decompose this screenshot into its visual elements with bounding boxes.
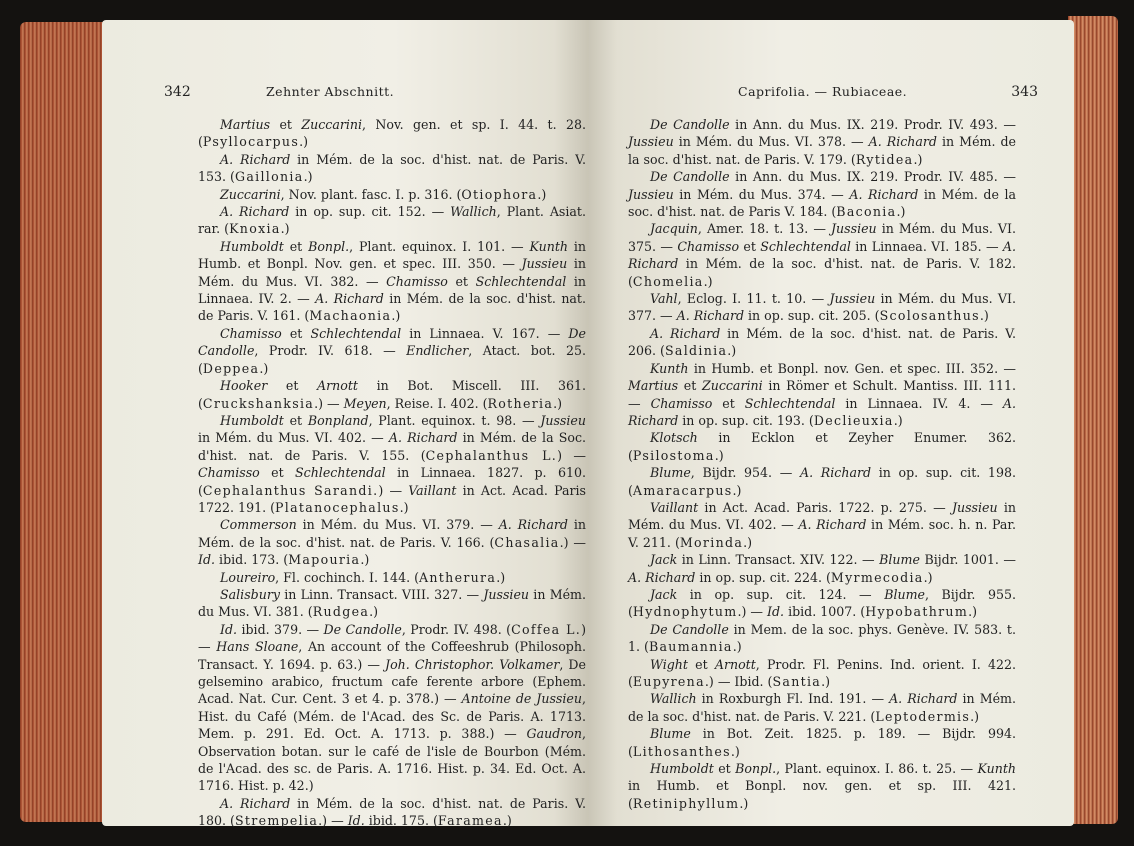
citation-text: .) xyxy=(727,343,737,359)
citation-text: Bijdr. 1001. — xyxy=(919,552,1016,568)
genus-name: Baconia xyxy=(836,204,897,220)
author-name: Kunth xyxy=(977,761,1016,777)
citation-text: in Linnaea. V. 167. — xyxy=(401,325,569,341)
citation-text: .) xyxy=(259,360,269,376)
citation-text: .) xyxy=(496,569,506,585)
author-name: Chamisso xyxy=(650,395,713,411)
citation-text: .) xyxy=(732,639,742,655)
citation-text: , Plant. equinox. t. 98. — xyxy=(368,412,541,428)
author-name: A. Richard xyxy=(498,517,568,533)
citation-text: in Mém. du Mus. VI. 402. — xyxy=(628,499,1016,533)
citation-text: , Prodr. IV. 498. ( xyxy=(401,621,512,637)
author-name: A. Richard xyxy=(849,186,919,202)
author-name: Bonpland xyxy=(307,412,369,428)
author-name: Wallich xyxy=(450,204,497,220)
citation-text: .) — xyxy=(314,395,344,411)
reference-entry xyxy=(198,203,586,238)
citation-text: in Mém. de la soc. d'hist. nat. de Paris. V. 179. ( xyxy=(628,134,1016,167)
citation-text: .) xyxy=(730,743,740,759)
genus-name: Otiophora xyxy=(461,186,538,202)
author-name: Arnott xyxy=(317,378,358,394)
author-name: Schlechtendal xyxy=(744,395,836,411)
reference-entry xyxy=(628,290,1016,325)
citation-text: , Prodr. IV. 618. — xyxy=(254,343,407,359)
citation-text: in Roxburgh Fl. Ind. 191. — xyxy=(696,691,890,707)
genus-name: Retiniphyllum xyxy=(632,795,740,811)
author-name: A. Richard xyxy=(628,569,696,585)
reference-entry xyxy=(628,551,1016,586)
reference-entry xyxy=(198,151,586,186)
genus-name: Leptodermis xyxy=(875,708,971,724)
author-name: Jussieu xyxy=(521,256,568,272)
author-name: Bonpl. xyxy=(308,238,350,254)
citation-text: ibid. 175. ( xyxy=(364,813,438,829)
citation-text: in Act. Acad. Paris. 1722. p. 275. — xyxy=(698,499,952,515)
genus-name: Strempelia xyxy=(234,813,319,829)
genus-name: Platanocephalus xyxy=(275,499,400,515)
reference-entry xyxy=(628,725,1016,760)
genus-name: Mapouria xyxy=(288,552,361,568)
left-page-text xyxy=(198,116,586,830)
citation-text: .) xyxy=(896,204,906,220)
citation-text: in Linnaea. 1827. p. 610. ( xyxy=(198,465,586,498)
reference-entry xyxy=(198,621,586,795)
reference-entry xyxy=(628,168,1016,220)
author-name: Blume xyxy=(879,552,920,568)
genus-name: Coffea L. xyxy=(511,621,582,637)
citation-text: in Mém. du Mus. VI. 402. — xyxy=(198,430,389,446)
citation-text: in Römer et Schult. Mantiss. III. 111. — xyxy=(628,378,1016,411)
reference-entry xyxy=(198,569,586,586)
citation-text: .) xyxy=(968,604,978,620)
citation-text: in op. sup. cit. 224. ( xyxy=(695,569,831,585)
right-page xyxy=(588,20,1074,826)
author-name: Chamisso xyxy=(677,238,740,254)
page-edges-left xyxy=(20,22,110,822)
citation-text: .) — xyxy=(559,534,586,550)
citation-text: .) xyxy=(360,552,370,568)
author-name: A. Richard xyxy=(315,291,384,307)
author-name: Jussieu xyxy=(628,186,674,202)
reference-entry xyxy=(628,586,1016,621)
author-name: A. Richard xyxy=(650,325,721,341)
author-name: Id. xyxy=(767,604,785,620)
citation-text: , Amer. 18. t. 13. — xyxy=(697,221,831,237)
citation-text: in Humb. et Bonpl. nov. gen. et sp. III. 421. ( xyxy=(628,778,1016,811)
author-name: De Candolle xyxy=(650,117,730,132)
genus-name: Declieuxia xyxy=(813,412,894,428)
author-name: A. Richard xyxy=(889,691,958,707)
page-edges-right xyxy=(1068,16,1118,824)
citation-text: , Bijdr. 955. ( xyxy=(628,586,1016,620)
citation-text: ibid. 1007. ( xyxy=(784,604,866,620)
genus-name: Psilostoma xyxy=(632,447,715,463)
reference-entry xyxy=(198,412,586,516)
citation-text: ) — xyxy=(198,621,586,655)
citation-text: ibid. 173. ( xyxy=(215,552,289,568)
reference-entry xyxy=(198,516,586,568)
author-name: Commerson xyxy=(220,517,297,533)
genus-name: Myrmecodia xyxy=(830,569,924,585)
author-name: Jussieu xyxy=(483,586,530,602)
running-head: Zehnter Abschnitt. xyxy=(266,84,395,99)
citation-text: et xyxy=(712,395,745,411)
author-name: A. Richard xyxy=(220,204,290,220)
citation-text: , Hist. du Café (Mém. de l'Acad. des Sc. de Paris. A. 1713. Mem. p. 291. Ed. Oct. A. 1713. p. 388.) — xyxy=(198,691,587,742)
citation-text: .) xyxy=(979,308,989,324)
citation-text: in Mém. du Mus. VI. 377. — xyxy=(628,291,1016,324)
author-name: Bonpl. xyxy=(735,761,777,777)
author-name: Gaudron xyxy=(526,726,582,742)
genus-name: Gaillonia xyxy=(234,169,304,185)
citation-text: et xyxy=(259,465,296,481)
citation-text: in Linn. Transact. XIV. 122. — xyxy=(677,552,880,568)
genus-name: Antherura xyxy=(419,569,497,585)
genus-name: Chasalia xyxy=(494,534,560,550)
author-name: Schlechtendal xyxy=(760,238,851,254)
open-book xyxy=(20,12,1118,836)
author-name: Hans Sloane xyxy=(216,639,299,655)
citation-text: in Mém. de la soc. d'hist. nat. de Paris. V. 166. ( xyxy=(198,517,586,550)
author-name: Jussieu xyxy=(540,412,586,428)
left-page-header xyxy=(164,84,566,106)
author-name: Vaillant xyxy=(408,482,457,498)
citation-text: , De gelsemino arabico, fructum cafe ferente arbore (Ephem. Acad. Nat. Cur. Cent. 3 et 4. p. 378.) — xyxy=(198,656,586,707)
citation-text: in Mém. du Mus. VI. 375. — xyxy=(628,221,1016,254)
reference-entry xyxy=(198,116,586,151)
citation-text: .) xyxy=(739,795,749,811)
author-name: A. Richard xyxy=(628,395,1016,428)
author-name: Chamisso xyxy=(198,465,260,481)
citation-text: in Humb. et Bonpl. nov. Gen. et spec. III. 352. — xyxy=(688,360,1016,376)
genus-name: Amaracarpus xyxy=(632,482,733,498)
author-name: Schlechtendal xyxy=(295,465,386,481)
genus-name: Santia xyxy=(772,674,822,689)
citation-text: in Mém. du Mus. 374. — xyxy=(673,186,850,202)
citation-text: in Mem. de la soc. phys. Genève. IV. 583. t. 1. ( xyxy=(628,621,1016,655)
author-name: Zuccarini xyxy=(301,117,363,132)
reference-entry xyxy=(628,325,1016,360)
running-head: Caprifolia. — Rubiaceae. xyxy=(738,84,908,99)
citation-text: ibid. 379. — xyxy=(237,621,324,637)
citation-text: .) xyxy=(369,604,379,620)
citation-text: .) xyxy=(743,534,753,550)
author-name: Meyen xyxy=(343,395,387,411)
citation-text: .) xyxy=(821,674,831,689)
page-number: 343 xyxy=(1011,84,1038,100)
genus-name: Lithosanthes xyxy=(632,743,731,759)
citation-text: , Bijdr. 954. — xyxy=(690,465,800,481)
author-name: Loureiro xyxy=(220,569,276,585)
genus-name: Faramea xyxy=(437,813,503,829)
genus-name: Rudgea xyxy=(312,604,370,620)
citation-text: .) xyxy=(502,813,512,829)
citation-text: et xyxy=(447,273,476,289)
author-name: Id. xyxy=(347,813,365,829)
citation-text: in Mém. de la soc. d'hist. nat. de Paris. V. 180. ( xyxy=(198,795,586,829)
citation-text: et xyxy=(687,656,715,672)
citation-text: .) xyxy=(913,151,923,167)
citation-text: in op. sup. cit. 193. ( xyxy=(678,412,814,428)
citation-text: .) xyxy=(970,708,980,724)
citation-text: .) xyxy=(703,273,713,289)
citation-text: in Linnaea. IV. 4. — xyxy=(835,395,1003,411)
author-name: Vahl xyxy=(650,291,678,307)
citation-text: in Humb. et Bonpl. Nov. gen. et spec. III. 350. — xyxy=(198,238,586,272)
reference-entry xyxy=(628,464,1016,499)
author-name: A. Richard xyxy=(628,238,1016,272)
genus-name: Psyllocarpus xyxy=(202,134,300,150)
citation-text: in Mém. de la soc. d'hist. nat. de Paris. V. 182. ( xyxy=(628,256,1016,289)
citation-text: .) xyxy=(923,569,933,585)
author-name: A. Richard xyxy=(388,430,458,446)
citation-text: in Mém. de la soc. d'hist. nat. de Paris. V. 206. ( xyxy=(628,325,1016,359)
genus-name: Machaonia xyxy=(309,308,392,324)
citation-text: , Nov. plant. fasc. I. p. 316. ( xyxy=(280,186,462,202)
author-name: A. Richard xyxy=(220,795,291,811)
reference-entry xyxy=(198,325,586,377)
reference-entry xyxy=(628,116,1016,168)
citation-text: et xyxy=(267,378,318,394)
citation-text: , Plant. Asiat. rar. ( xyxy=(198,204,586,237)
reference-entry xyxy=(198,238,586,325)
genus-name: Cephalanthus Sarandi. xyxy=(202,482,379,498)
reference-entry xyxy=(628,621,1016,656)
citation-text: in Mém. du Mus. VI. 382. — xyxy=(198,256,586,289)
author-name: A. Richard xyxy=(868,134,937,150)
genus-name: Rotheria xyxy=(487,395,554,411)
author-name: Jussieu xyxy=(830,221,877,237)
citation-text: .) xyxy=(280,221,290,237)
citation-text: , Observation botan. sur le café de l'isle de Bourbon (Mém. de l'Acad. des sc. de Paris. A. 1716. Hist. p. 34. Ed. Oct. A. 1716. Hist. p. 42.) xyxy=(198,726,586,794)
citation-text: et xyxy=(283,412,308,428)
author-name: Antoine de Jussieu xyxy=(461,691,582,707)
author-name: Jack xyxy=(650,586,678,602)
author-name: Endlicher xyxy=(406,343,469,359)
citation-text: et xyxy=(270,117,302,132)
author-name: Jussieu xyxy=(628,134,674,150)
author-name: Id. xyxy=(198,552,216,568)
author-name: Blume xyxy=(884,586,925,602)
right-page-text xyxy=(628,116,1016,812)
genus-name: Eupyrena xyxy=(632,674,705,689)
reference-entry xyxy=(198,795,586,830)
citation-text: , Plant. equinox. I. 101. — xyxy=(349,238,530,254)
citation-text: , Atact. bot. 25. ( xyxy=(198,343,586,376)
genus-name: Chomelia xyxy=(632,273,704,289)
author-name: Schlechtendal xyxy=(310,325,402,341)
citation-text: .) xyxy=(399,499,409,515)
citation-text: .) xyxy=(537,186,547,202)
citation-text: in Mém. de la soc. d'hist. nat. de Paris V. 184. ( xyxy=(628,186,1017,220)
author-name: A. Richard xyxy=(220,151,291,167)
author-name: Jussieu xyxy=(951,499,998,515)
author-name: De Candolle xyxy=(323,621,402,637)
reference-entry xyxy=(628,360,1016,430)
author-name: Blume xyxy=(650,726,691,742)
genus-name: Baumannia xyxy=(648,639,733,655)
citation-text: .) xyxy=(553,395,563,411)
author-name: A. Richard xyxy=(798,517,867,533)
genus-name: Cephalanthus L. xyxy=(425,447,558,463)
author-name: Hooker xyxy=(220,378,268,394)
author-name: A. Richard xyxy=(800,465,872,481)
citation-text: in op. sup. cit. 198. ( xyxy=(628,465,1016,498)
citation-text: in op. sup. cit. 152. — xyxy=(289,204,451,220)
citation-text: et xyxy=(713,761,736,777)
citation-text: in Bot. Zeit. 1825. p. 189. — Bijdr. 994. ( xyxy=(628,726,1016,759)
author-name: De Candolle xyxy=(198,325,586,359)
author-name: Humboldt xyxy=(650,761,714,777)
author-name: A. Richard xyxy=(676,308,745,324)
citation-text: in Ann. du Mus. IX. 219. Prodr. IV. 493. — xyxy=(729,117,1017,132)
genus-name: Scolosanthus xyxy=(879,308,980,324)
reference-entry xyxy=(198,186,586,203)
citation-text: , Eclog. I. 11. t. 10. — xyxy=(677,291,830,307)
citation-text: et xyxy=(281,325,311,341)
author-name: Wight xyxy=(650,656,688,672)
citation-text: in op. sup. cit. 205. ( xyxy=(744,308,880,324)
citation-text: in Mém. du Mus. VI. 381. ( xyxy=(198,586,586,620)
author-name: Arnott xyxy=(714,656,756,672)
author-name: Joh. Christophor. Volkamer xyxy=(385,656,560,672)
citation-text: , Plant. equinox. I. 86. t. 25. — xyxy=(776,761,978,777)
genus-name: Saldinia xyxy=(664,343,728,359)
citation-text: .) — Ibid. ( xyxy=(704,674,773,689)
reference-entry xyxy=(198,586,586,621)
citation-text: in Mém. de la soc. d'hist. nat. de Paris. V. 161. ( xyxy=(198,291,586,324)
reference-entry xyxy=(628,499,1016,551)
citation-text: , An account of the Coffeeshrub (Philosoph. Transact. Y. 1694. p. 63.) — xyxy=(198,639,586,672)
citation-text: in Mém. soc. h. n. Par. V. 211. ( xyxy=(628,517,1017,550)
citation-text: et xyxy=(678,378,702,394)
author-name: Jacquin xyxy=(650,221,698,237)
genus-name: Hydnophytum xyxy=(632,604,738,620)
genus-name: Deppea xyxy=(202,360,260,376)
citation-text: .) xyxy=(391,308,401,324)
genus-name: Cruckshanksia xyxy=(202,395,315,411)
citation-text: , Fl. cochinch. I. 144. ( xyxy=(275,569,419,585)
author-name: De Candolle xyxy=(650,621,729,637)
genus-name: Knoxia xyxy=(229,221,281,237)
citation-text: in Ann. du Mus. IX. 219. Prodr. IV. 485. — xyxy=(729,169,1017,185)
citation-text: in Mém. de la soc. d'hist. nat. de Paris. V. 153. ( xyxy=(198,151,586,185)
author-name: Chamisso xyxy=(220,325,282,341)
reference-entry xyxy=(628,220,1016,290)
reference-entry xyxy=(628,760,1016,812)
citation-text: ) — xyxy=(557,447,586,463)
author-name: Jack xyxy=(650,552,678,568)
citation-text: et xyxy=(739,238,761,254)
citation-text: et xyxy=(283,238,309,254)
citation-text: in Mém. de la Soc. d'hist. nat. de Paris. V. 155. ( xyxy=(198,430,587,463)
reference-entry xyxy=(628,429,1016,464)
author-name: De Candolle xyxy=(650,169,730,185)
citation-text: in Ecklon et Zeyher Enumer. 362. ( xyxy=(628,430,1016,463)
citation-text: .) — xyxy=(318,813,348,829)
reference-entry xyxy=(198,377,586,412)
author-name: Martius xyxy=(628,378,679,394)
genus-name: Rytidea xyxy=(855,151,914,167)
author-name: Salisbury xyxy=(220,586,280,602)
author-name: Blume xyxy=(650,465,691,481)
author-name: Id. xyxy=(220,621,238,637)
author-name: Vaillant xyxy=(650,499,699,515)
citation-text: , Reise. I. 402. ( xyxy=(386,395,488,411)
citation-text: in Act. Acad. Paris 1722. 191. ( xyxy=(198,482,586,515)
citation-text: in Linnaea. VI. 185. — xyxy=(850,238,1003,254)
citation-text: in Bot. Miscell. III. 361. ( xyxy=(198,378,586,411)
citation-text: .) xyxy=(732,482,742,498)
reference-entry xyxy=(628,690,1016,725)
author-name: Kunth xyxy=(650,360,689,376)
author-name: Schlechtendal xyxy=(475,273,567,289)
citation-text: , Nov. gen. et sp. I. 44. t. 28. ( xyxy=(198,117,586,150)
author-name: Zuccarini xyxy=(701,378,763,394)
citation-text: in Mém. de la soc. d'hist. nat. de Paris. V. 221. ( xyxy=(628,691,1016,724)
citation-text: , Prodr. Fl. Penins. Ind. orient. I. 422. ( xyxy=(628,656,1016,689)
genus-name: Morinda xyxy=(679,534,744,550)
author-name: Chamisso xyxy=(386,273,448,289)
citation-text: .) xyxy=(893,412,903,428)
author-name: Humboldt xyxy=(220,238,284,254)
citation-text: in Mém. du Mus. VI. 378. — xyxy=(673,134,869,150)
citation-text: ) — xyxy=(378,482,409,498)
page-number: 342 xyxy=(164,84,191,100)
citation-text: in op. sup. cit. 124. — xyxy=(677,586,885,602)
right-page-header xyxy=(738,84,1038,106)
citation-text: .) xyxy=(303,169,313,185)
citation-text: in Linnaea. IV. 2. — xyxy=(198,273,586,307)
citation-text: in Linn. Transact. VIII. 327. — xyxy=(279,586,484,602)
citation-text: .) xyxy=(299,134,309,150)
author-name: Martius xyxy=(220,117,271,132)
author-name: Humboldt xyxy=(220,412,284,428)
genus-name: Hypobathrum xyxy=(865,604,969,620)
author-name: Jussieu xyxy=(829,291,876,307)
citation-text: in Mém. du Mus. VI. 379. — xyxy=(296,517,499,533)
left-page xyxy=(102,20,588,829)
author-name: Wallich xyxy=(650,691,697,707)
citation-text: .) xyxy=(714,447,724,463)
author-name: Kunth xyxy=(529,238,568,254)
citation-text: .) — xyxy=(737,604,768,620)
author-name: Zuccarini xyxy=(220,186,281,202)
reference-entry xyxy=(628,656,1016,691)
author-name: Klotsch xyxy=(650,430,698,446)
